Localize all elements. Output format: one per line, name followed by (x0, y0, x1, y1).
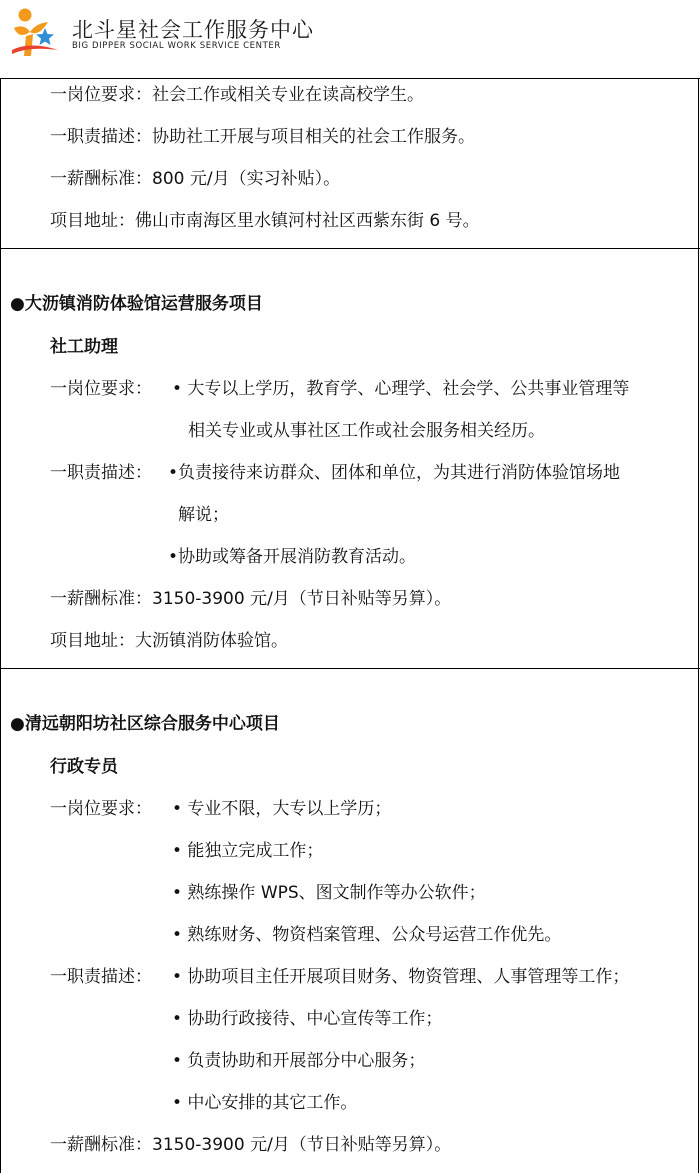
table-left-border (0, 78, 1, 1173)
duty-item: •负责接待来访群众、团体和单位，为其进行消防体验馆场地 (168, 463, 621, 483)
position-title: 社工助理 (50, 337, 118, 357)
table-row-divider (0, 668, 700, 669)
requirement-item-cont: 相关专业或从事社区工作或社会服务相关经历。 (188, 421, 545, 441)
project-title: ●清远朝阳坊社区综合服务中心项目 (10, 714, 280, 734)
requirement-line: 一岗位要求：社会工作或相关专业在读高校学生。 (50, 85, 424, 105)
duty-label: 一职责描述： (50, 463, 152, 483)
requirement-item: • 熟练操作 WPS、图文制作等办公软件； (172, 883, 486, 903)
address-line: 项目地址：大沥镇消防体验馆。 (50, 631, 288, 651)
table-right-border (698, 78, 699, 1173)
salary-line: 一薪酬标准：3150-3900 元/月（节日补贴等另算）。 (50, 1135, 452, 1155)
duty-item: • 负责协助和开展部分中心服务； (172, 1051, 426, 1071)
requirement-item: • 专业不限，大专以上学历； (172, 799, 392, 819)
requirement-item: • 能独立完成工作； (172, 841, 324, 861)
duty-item: • 协助项目主任开展项目财务、物资管理、人事管理等工作； (172, 967, 630, 987)
project-title: ●大沥镇消防体验馆运营服务项目 (10, 294, 263, 314)
salary-line: 一薪酬标准：3150-3900 元/月（节日补贴等另算）。 (50, 589, 452, 609)
org-name-cn: 北斗星社会工作服务中心 (72, 18, 314, 42)
requirement-label: 一岗位要求： (50, 799, 152, 819)
position-title: 行政专员 (50, 757, 118, 777)
page-header (0, 0, 700, 78)
duty-item: •协助或筹备开展消防教育活动。 (168, 547, 417, 567)
table-top-border (0, 78, 700, 79)
requirement-item: • 熟练财务、物资档案管理、公众号运营工作优先。 (172, 925, 562, 945)
org-name-en: BIG DIPPER SOCIAL WORK SERVICE CENTER (72, 41, 281, 51)
duty-item-cont: 解说； (178, 505, 229, 525)
salary-line: 一薪酬标准：800 元/月（实习补贴）。 (50, 169, 341, 189)
address-line: 项目地址：佛山市南海区里水镇河村社区西紫东街 6 号。 (50, 211, 480, 231)
duty-line: 一职责描述：协助社工开展与项目相关的社会工作服务。 (50, 127, 475, 147)
duty-item: • 中心安排的其它工作。 (172, 1093, 358, 1113)
requirement-label: 一岗位要求： (50, 379, 152, 399)
big-dipper-logo-icon (10, 6, 62, 60)
duty-label: 一职责描述： (50, 967, 152, 987)
requirement-item: • 大专以上学历，教育学、心理学、社会学、公共事业管理等 (172, 379, 630, 399)
table-row-divider (0, 248, 700, 249)
duty-item: • 协助行政接待、中心宣传等工作； (172, 1009, 443, 1029)
